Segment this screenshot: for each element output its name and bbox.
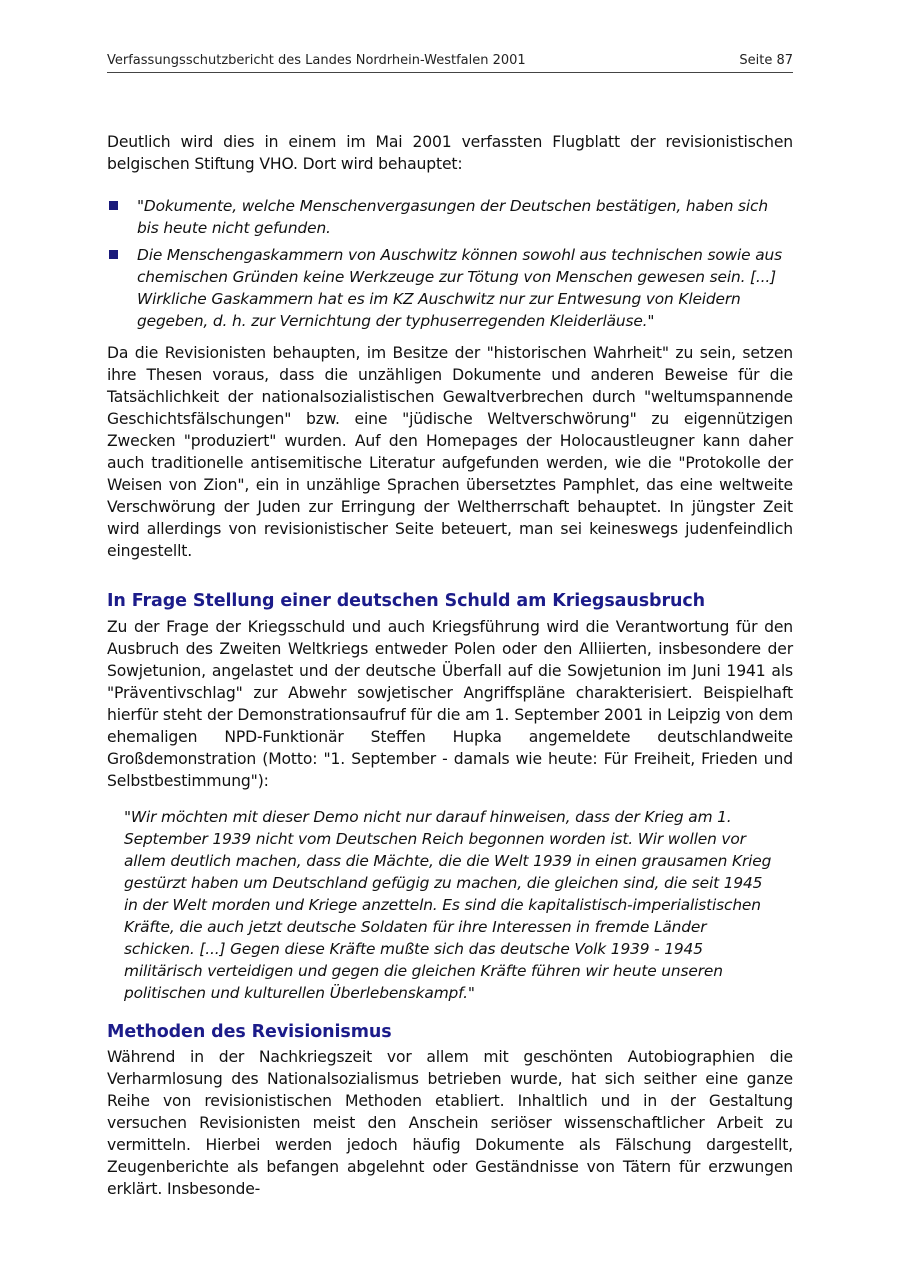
page-header [107, 52, 793, 73]
methods-paragraph: Während in der Nachkriegszeit vor allem mit geschönten Autobiographien die Verharmlosung des Nationalsozialismus betrieben wurde, hat sich seither eine ganze Reihe von revisionistischen Methoden etabliert. Inhaltlich und in der Gestaltung versuchen Revisionisten meist den Anschein seriöser wissenschaftlicher Arbeit zu vermitteln. Hierbei werden jedoch häufig Dokumente als Fälschung dargestellt, Zeugenberichte als befangen abgelehnt oder Geständnisse von Tätern für erzwungen erklärt. Insbesonde- [107, 1048, 793, 1198]
section-heading-methods: Methoden des Revisionismus [107, 1022, 392, 1042]
section-heading-war-guilt: In Frage Stellung einer deutschen Schuld am Kriegsausbruch [107, 591, 705, 611]
quoted-claims-list [107, 195, 793, 337]
list-item [107, 244, 793, 332]
list-item-text: Die Menschengaskammern von Auschwitz können sowohl aus technischen sowie aus chemischen Gründen keine Werkzeuge zur Tötung von Menschen gewesen sein. [...] Wirkliche Gaskammern hat es im KZ Auschwitz nur zur Entwesung von Kleidern gegeben, d. h. zur Vernichtung der typhuserregenden Kleiderläuse." [137, 246, 782, 330]
revisionist-claims-paragraph: Da die Revisionisten behaupten, im Besitze der "historischen Wahrheit" zu sein, setzen ihre Thesen voraus, dass die unzähligen Dokumente und anderen Beweise für die Tatsächlichkeit der nationalsozialistischen Gewaltverbrechen durch "weltumspannende Geschichtsfälschungen" bzw. eine "jüdische Weltverschwörung" zu eigennützigen Zwecken "produziert" wurden. Auf den Homepages der Holocaustleugner kann daher auch traditionelle antisemitische Literatur aufgefunden werden, wie die "Protokolle der Weisen von Zion", ein in unzählige Sprachen übersetztes Pamphlet, das eine weltweite Verschwörung der Juden zur Erringung der Weltherrschaft behauptet. In jüngster Zeit wird allerdings von revisionistischer Seite beteuert, man sei keineswegs judenfeindlich eingestellt. [107, 344, 793, 560]
war-guilt-paragraph: Zu der Frage der Kriegsschuld und auch Kriegsführung wird die Verantwortung für den Ausbruch des Zweiten Weltkriegs entweder Polen oder den Alliierten, insbesondere der Sowjetunion, angelastet und der deutsche Überfall auf die Sowjetunion im Juni 1941 als "Präventivschlag" zur Abwehr sowjetischer Angriffspläne charakterisiert. Beispielhaft hierfür steht der Demonstrationsaufruf für die am 1. September 2001 in Leipzig von dem ehemaligen NPD-Funktionär Steffen Hupka angemeldete deutschlandweite Großdemonstration (Motto: "1. September - damals wie heute: Für Freiheit, Frieden und Selbstbestimmung"): [107, 618, 793, 790]
list-item [107, 195, 793, 239]
square-bullet-icon [109, 201, 118, 210]
page-number: Seite 87 [739, 53, 793, 68]
list-item-text: "Dokumente, welche Menschenvergasungen der Deutschen bestätigen, haben sich bis heute nicht gefunden. [137, 197, 768, 237]
square-bullet-icon [109, 250, 118, 259]
intro-paragraph: Deutlich wird dies in einem im Mai 2001 verfassten Flugblatt der revisionistischen belgischen Stiftung VHO. Dort wird behauptet: [107, 133, 793, 173]
demonstration-quote: "Wir möchten mit dieser Demo nicht nur darauf hinweisen, dass der Krieg am 1. September 1939 nicht vom Deutschen Reich begonnen worden ist. Wir wollen vor allem deutlich machen, dass die Mächte, die die Welt 1939 in einen grausamen Krieg gestürzt haben um Deutschland gefügig zu machen, die gleichen sind, die seit 1945 in der Welt morden und Kriege anzetteln. Es sind die kapitalistisch-imperialistischen Kräfte, die auch jetzt deutsche Soldaten für ihre Interessen in fremde Länder schicken. [...] Gegen diese Kräfte mußte sich das deutsche Volk 1939 - 1945 militärisch verteidigen und gegen die gleichen Kräfte führen wir heute unseren politischen und kulturellen Überlebenskampf." [124, 808, 772, 1002]
header-title: Verfassungsschutzbericht des Landes Nordrhein-Westfalen 2001 [107, 53, 526, 68]
